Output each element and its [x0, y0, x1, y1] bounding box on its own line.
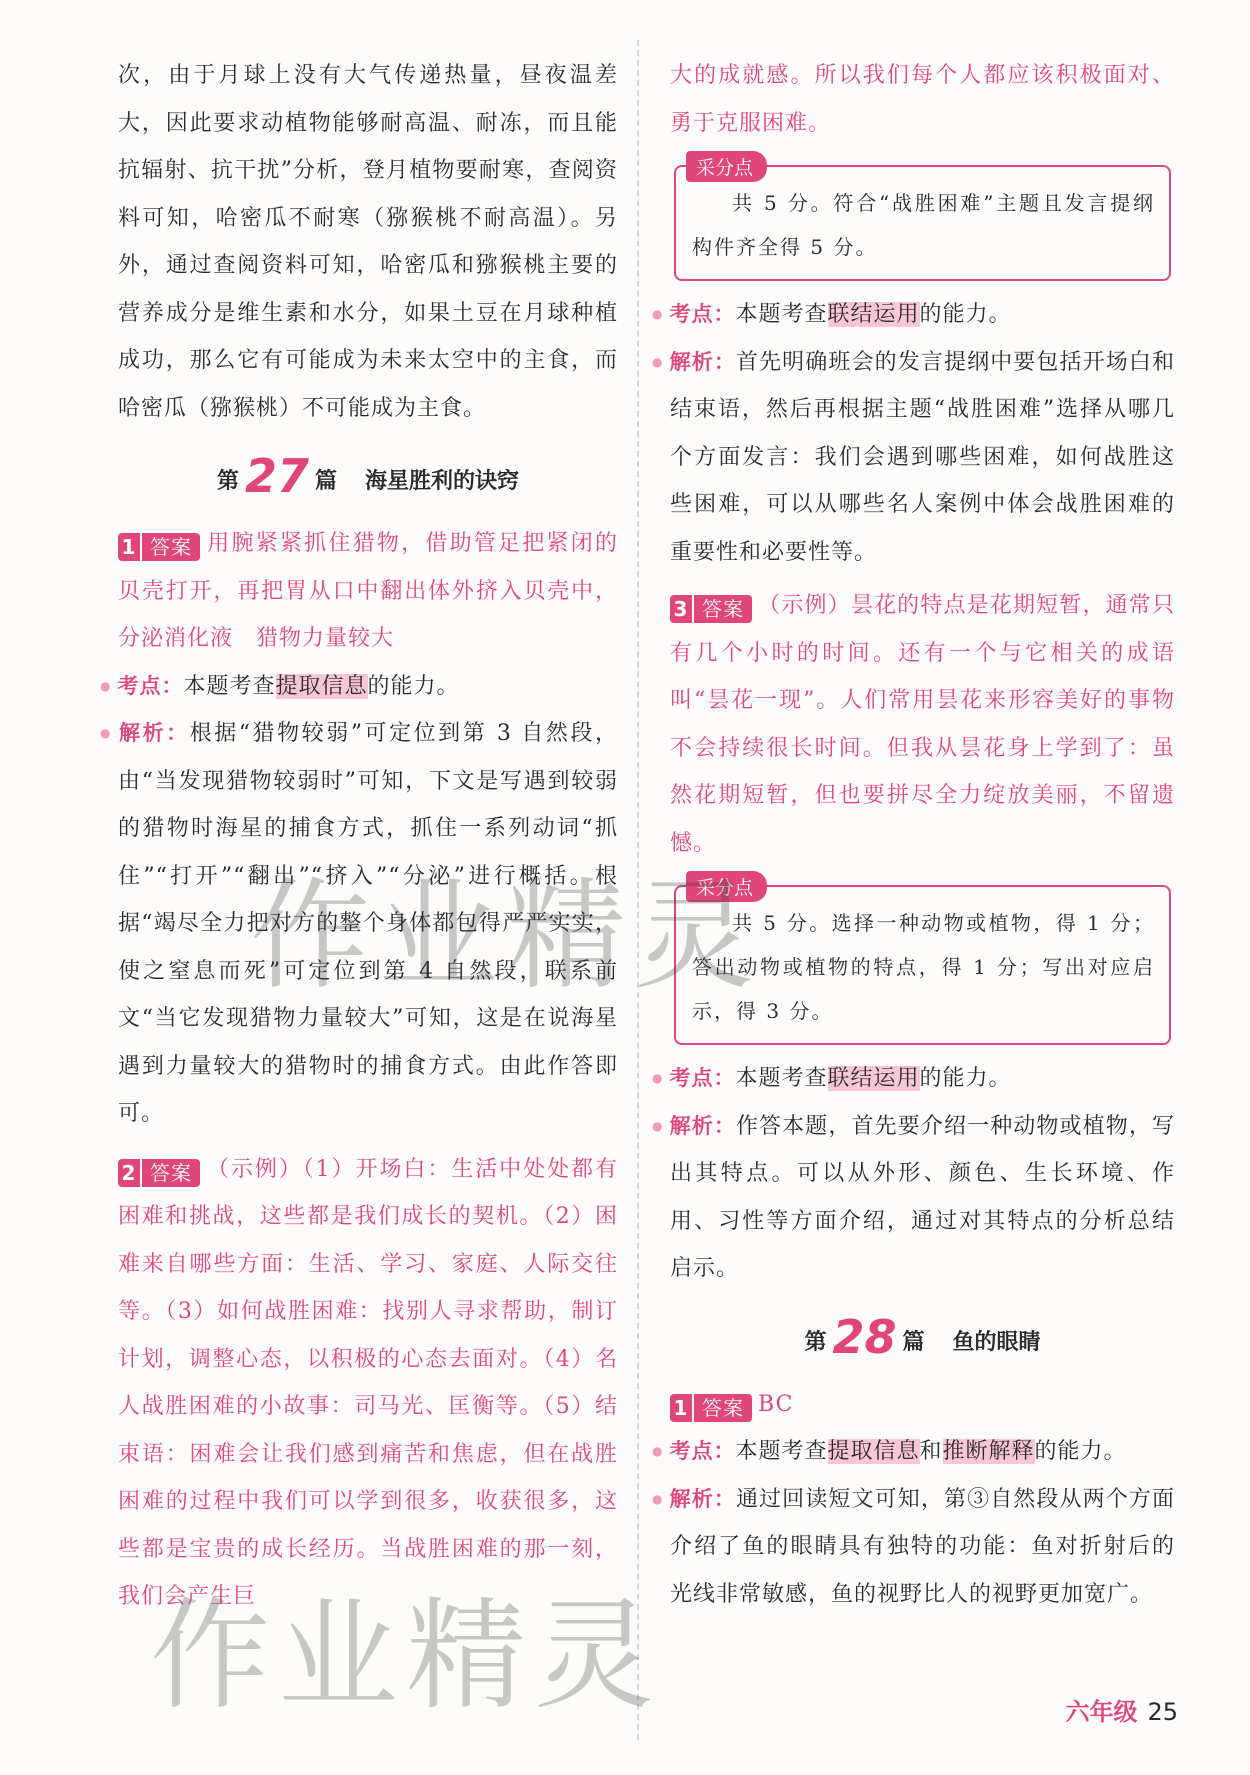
- answer-badge: 2 答案: [118, 1159, 200, 1187]
- section-27-name: 海星胜利的诀窍: [365, 469, 520, 494]
- watermark: [250, 840, 762, 1012]
- section-27-number: 27: [244, 449, 309, 503]
- kaodian-label: ● 考点：: [118, 674, 183, 698]
- answer-badge: 1 答案: [670, 1394, 752, 1422]
- watermark: [150, 1560, 662, 1732]
- q2-answer-continued: 大的成就感。所以我们每个人都应该积极面对、勇于克服困难。: [670, 63, 1175, 136]
- s28-q1-jiexi: ● 解析：通过回读短文可知，第③自然段从两个方面介绍了鱼的眼睛具有独特的功能：鱼对折射后的光线非常敏感，鱼的视野比人的视野更加宽广。: [670, 1476, 1175, 1619]
- score-label: 采分点: [686, 151, 767, 182]
- q1-kaodian: ● 考点：本题考查提取信息的能力。: [118, 663, 618, 711]
- q3-answer: 3 答案 （示例）昙花的特点是花期短暂，通常只有几个小时的时间。还有一个与它相关的成语叫“昙花一现”。人们常用昙花来形容美好的事物不会持续很长时间。但我从昙花身上学到了：虽然花期短暂，但也要拼尽全力绽放美丽，不留遗憾。: [670, 593, 1175, 856]
- q2-jiexi: ● 解析：首先明确班会的发言提纲中要包括开场白和结束语，然后再根据主题“战胜困难”选择从哪几个方面发言：我们会遇到哪些困难，如何战胜这些困难，可以从哪些名人案例中体会战胜困难的重要性和必要性等。: [670, 339, 1175, 577]
- left-column: [118, 52, 618, 1621]
- section-27-title: 第 27 篇 海星胜利的诀窍: [216, 449, 520, 503]
- q1-answer: 1 答案 用腕紧紧抓住猎物，借助管足把紧闭的贝壳打开，再把胃从口中翻出体外挤入贝壳中，分泌消化液 猎物力量较大: [118, 531, 618, 651]
- section-28-number: 28: [832, 1309, 897, 1364]
- intro-paragraph: 次，由于月球上没有大气传递热量，昼夜温差大，因此要求动植物能够耐高温、耐冻，而且能抗辐射、抗干扰”分析，登月植物要耐寒，查阅资料可知，哈密瓜不耐寒（猕猴桃不耐高温）。另外，通过查阅资料可知，哈密瓜和猕猴桃主要的营养成分是维生素和水分，如果土豆在月球种植成功，那么它有可能成为未来太空中的主食，而哈密瓜（猕猴桃）不可能成为主食。: [118, 63, 618, 421]
- right-column: [670, 52, 1175, 1618]
- answer-badge: 1 答案: [118, 533, 200, 561]
- q3-jiexi: ● 解析：作答本题，首先要介绍一种动物或植物，写出其特点。可以从外形、颜色、生长环境、作用、习性等方面介绍，通过对其特点的分析总结启示。: [670, 1103, 1175, 1293]
- section-28-title: 第 28 篇 鱼的眼睛: [804, 1309, 1041, 1364]
- section-28-name: 鱼的眼睛: [952, 1329, 1041, 1355]
- score-text: 共 5 分。符合“战胜困难”主题且发言提纲构件齐全得 5 分。: [692, 191, 1155, 259]
- q2-answer: 2 答案 （示例）（1）开场白：生活中处处都有困难和挑战，这些都是我们成长的契机。（2）困难来自哪些方面：生活、学习、家庭、人际交往等。（3）如何战胜困难：找别人寻求帮助，制订计划，调整心态，以积极的心态去面对。（4）名人战胜困难的小故事：司马光、匡衡等。（5）结束语：困难会让我们感到痛苦和焦虑，但在战胜困难的过程中我们可以学到很多，收获很多，这些都是宝贵的成长经历。当战胜困难的那一刻，我们会产生巨: [118, 1156, 618, 1609]
- q1-jiexi: ● 解析：根据“猎物较弱”可定位到第 3 自然段，由“当发现猎物较弱时”可知，下文是写遇到较弱的猎物时海星的捕食方式，抓住一系列动词“抓住”“打开”“翻出”“挤入”“分泌”进行概括。根据“竭尽全力把对方的整个身体都包得严严实实，使之窒息而死”可定位到第 4 自然段，联系前文“当它发现猎物力量较大”可知，这是在说海星遇到力量较大的猎物时的捕食方式。由此作答即可。: [118, 710, 618, 1138]
- page-number: 25: [1147, 1698, 1178, 1726]
- q3-kaodian: ● 考点：本题考查联结运用的能力。: [670, 1055, 1175, 1103]
- score-box-q3: 采分点 共 5 分。选择一种动物或植物，得 1 分；答出动物或植物的特点，得 1 分；写出对应启示，得 3 分。: [674, 885, 1171, 1045]
- answer-badge: 3 答案: [670, 595, 752, 623]
- s28-q1-answer: 1 答案 BC: [670, 1381, 1175, 1429]
- q2-kaodian: ● 考点：本题考查联结运用的能力。: [670, 291, 1175, 339]
- s28-q1-kaodian: ● 考点：本题考查提取信息和推断解释的能力。: [670, 1428, 1175, 1476]
- page-footer: [1065, 1692, 1178, 1727]
- grade-label: 六年级: [1065, 1698, 1138, 1726]
- score-box-q2: [674, 157, 1171, 281]
- jiexi-label: ● 解析：: [118, 721, 190, 745]
